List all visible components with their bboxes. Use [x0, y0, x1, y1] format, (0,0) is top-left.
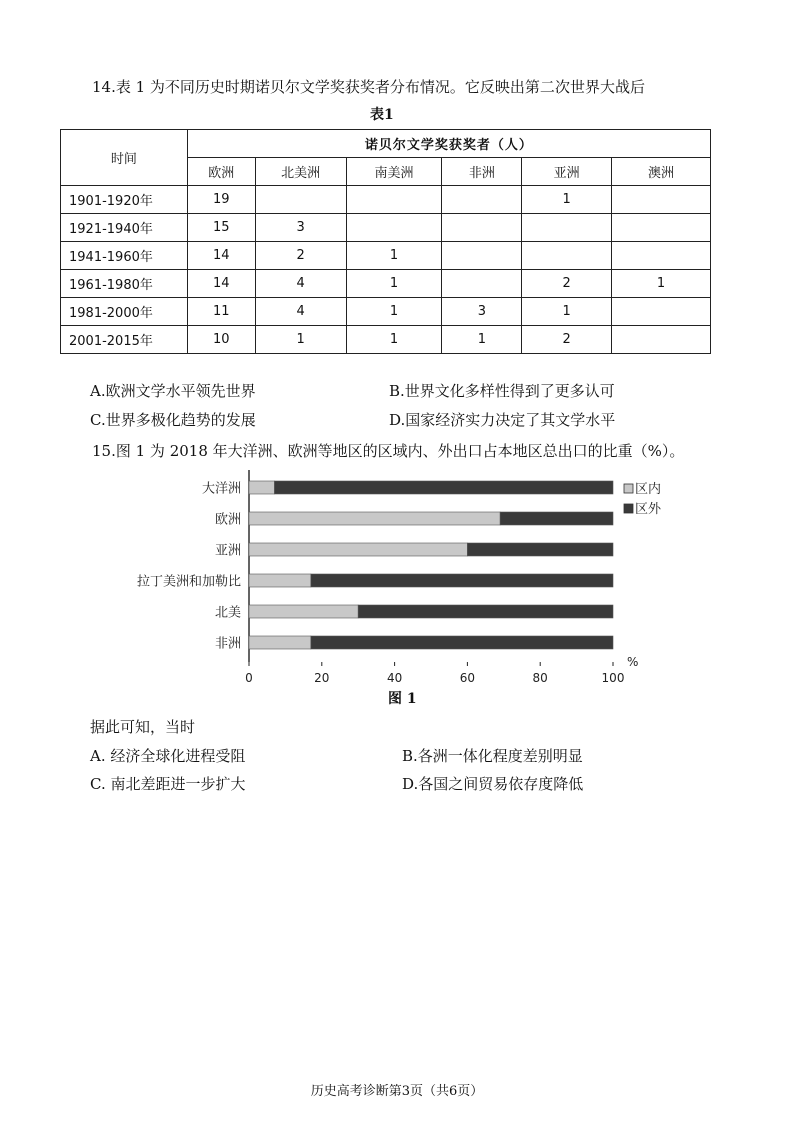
table-caption: 表1	[370, 107, 394, 123]
table-cell	[346, 186, 442, 214]
q14-stem: 14.表 1 为不同历史时期诺贝尔文学奖获奖者分布情况。它反映出第二次世界大战后	[92, 78, 645, 96]
category-label: 非洲	[214, 636, 241, 652]
table-cell: 3	[442, 298, 522, 326]
column-header: 欧洲	[187, 158, 255, 186]
bar-within-region	[249, 512, 500, 525]
column-header: 北美洲	[255, 158, 346, 186]
column-header: 澳洲	[612, 158, 711, 186]
export-share-chart	[120, 462, 662, 685]
table-cell	[442, 214, 522, 242]
nobel-table	[60, 129, 711, 354]
table-cell: 1	[346, 326, 442, 354]
q14-option-a[interactable]: A.欧洲文学水平领先世界	[90, 382, 256, 400]
bar-within-region	[249, 574, 311, 587]
bar-outside-region	[467, 543, 613, 556]
bar-within-region	[249, 605, 358, 618]
category-label: 大洋洲	[201, 481, 241, 497]
table-cell: 1	[346, 298, 442, 326]
table-cell: 10	[187, 326, 255, 354]
q15-option-b[interactable]: B.各洲一体化程度差别明显	[402, 747, 583, 765]
bar-outside-region	[500, 512, 613, 525]
period-cell: 2001-2015年	[61, 326, 188, 354]
bar-within-region	[249, 636, 311, 649]
table-cell: 1	[522, 298, 612, 326]
column-header: 非洲	[442, 158, 522, 186]
q14-option-c[interactable]: C.世界多极化趋势的发展	[90, 411, 256, 429]
table-cell: 19	[187, 186, 255, 214]
table-cell	[442, 186, 522, 214]
table-cell: 14	[187, 270, 255, 298]
column-header: 亚洲	[522, 158, 612, 186]
table-cell	[442, 242, 522, 270]
table-cell: 1	[346, 270, 442, 298]
q15-option-d[interactable]: D.各国之间贸易依存度降低	[402, 775, 584, 793]
table-cell	[612, 242, 711, 270]
table-cell: 2	[522, 270, 612, 298]
table-cell	[255, 186, 346, 214]
period-cell: 1961-1980年	[61, 270, 188, 298]
figure-caption: 图 1	[388, 691, 417, 707]
table-cell: 1	[612, 270, 711, 298]
bar-outside-region	[311, 636, 613, 649]
legend-label: 区外	[635, 502, 662, 517]
table-cell	[522, 214, 612, 242]
x-unit-label: %	[627, 655, 639, 669]
category-label: 亚洲	[214, 543, 241, 559]
table-cell: 11	[187, 298, 255, 326]
q14-option-b[interactable]: B.世界文化多样性得到了更多认可	[389, 382, 615, 400]
category-label: 北美	[214, 605, 241, 621]
table-cell	[612, 326, 711, 354]
bar-within-region	[249, 543, 467, 556]
table-cell	[442, 270, 522, 298]
table-cell: 1	[255, 326, 346, 354]
table-cell	[612, 298, 711, 326]
table-cell: 14	[187, 242, 255, 270]
legend-label: 区内	[635, 482, 662, 497]
table-row	[61, 186, 711, 214]
table-cell: 2	[522, 326, 612, 354]
table-row	[61, 214, 711, 242]
q15-option-a[interactable]: A. 经济全球化进程受阻	[90, 747, 246, 765]
table-row	[61, 242, 711, 270]
table-cell: 3	[255, 214, 346, 242]
table-cell	[612, 186, 711, 214]
bar-within-region	[249, 481, 274, 494]
q15-option-c[interactable]: C. 南北差距进一步扩大	[90, 775, 246, 793]
x-tick-label: 60	[459, 671, 476, 685]
table-cell: 4	[255, 270, 346, 298]
table-cell	[346, 214, 442, 242]
time-header: 时间	[61, 130, 188, 186]
q15-stem: 15.图 1 为 2018 年大洋洲、欧洲等地区的区域内、外出口占本地区总出口的比重（%）。	[92, 442, 685, 460]
legend-swatch	[624, 484, 633, 493]
period-cell: 1901-1920年	[61, 186, 188, 214]
category-label: 拉丁美洲和加勒比	[136, 574, 241, 590]
table-cell: 1	[442, 326, 522, 354]
q15-lead: 据此可知，当时	[90, 718, 196, 736]
table-row	[61, 270, 711, 298]
table-cell: 4	[255, 298, 346, 326]
table-cell: 15	[187, 214, 255, 242]
table-cell	[612, 214, 711, 242]
q14-option-d[interactable]: D.国家经济实力决定了其文学水平	[389, 411, 616, 429]
bar-outside-region	[311, 574, 613, 587]
legend-swatch	[624, 504, 633, 513]
table-cell	[522, 242, 612, 270]
table-cell: 2	[255, 242, 346, 270]
x-tick-label: 20	[314, 671, 330, 685]
bar-outside-region	[358, 605, 613, 618]
period-cell: 1981-2000年	[61, 298, 188, 326]
laureates-header: 诺贝尔文学奖获奖者（人）	[187, 130, 710, 158]
table-cell: 1	[522, 186, 612, 214]
table-cell: 1	[346, 242, 442, 270]
x-tick-label: 100	[601, 671, 625, 685]
bar-outside-region	[274, 481, 613, 494]
category-label: 欧洲	[214, 512, 241, 528]
page-footer: 历史高考诊断第3页（共6页）	[310, 1084, 484, 1099]
x-tick-label: 0	[245, 671, 253, 685]
column-header: 南美洲	[346, 158, 442, 186]
x-tick-label: 80	[532, 671, 548, 685]
table-row	[61, 298, 711, 326]
period-cell: 1921-1940年	[61, 214, 188, 242]
table-row	[61, 326, 711, 354]
period-cell: 1941-1960年	[61, 242, 188, 270]
x-tick-label: 40	[386, 671, 403, 685]
